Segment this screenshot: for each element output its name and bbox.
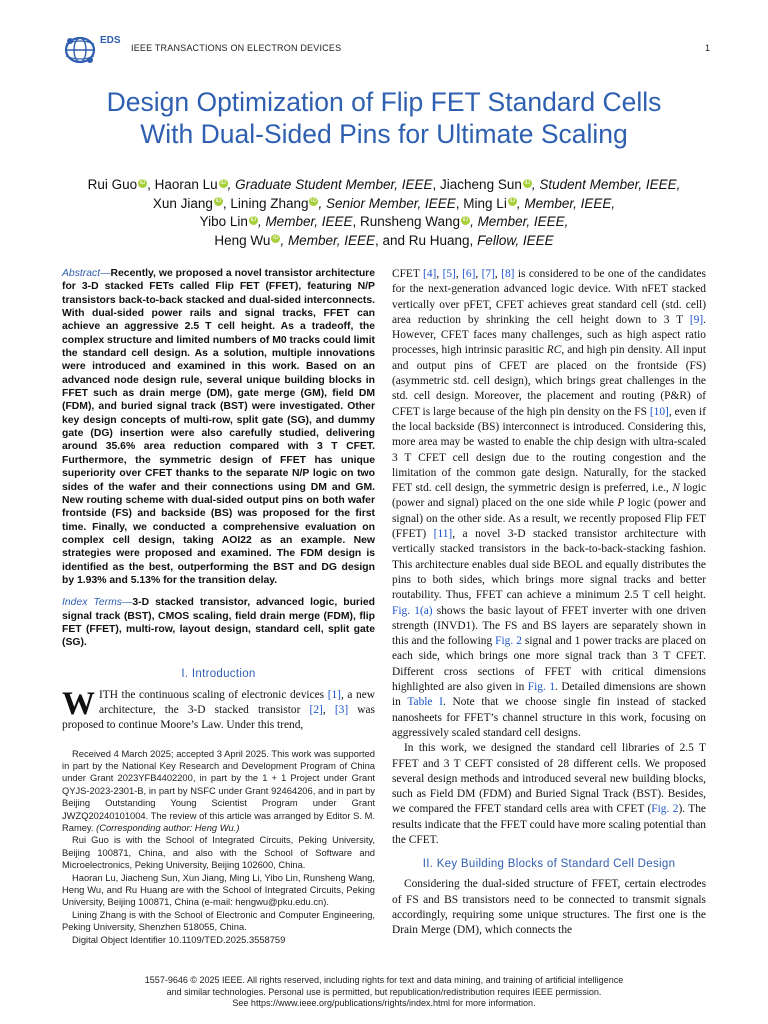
citation-link[interactable]: [1] — [327, 688, 341, 701]
footnote-affiliation-1: Rui Guo is with the School of Integrated Circuits, Peking University, Beijing 100871, China, and also with the School of Software and Microelectronics, Peking University, Beijing 102600, China. — [62, 835, 375, 871]
orcid-icon[interactable]: iD — [220, 179, 226, 186]
orcid-icon[interactable]: iD — [462, 216, 469, 223]
citation-link[interactable]: [6] — [462, 268, 476, 280]
orcid-icon[interactable]: iD — [524, 179, 531, 186]
table-link[interactable]: Table I — [407, 696, 443, 709]
footnotes — [62, 748, 375, 947]
footnote-received: Received 4 March 2025; accepted 3 April 2025. This work was supported in part by the National Key Research and Development Program of China under Grant 2023YFB4402200, in part by the 1 + 1 Project under Grant QYJS-2023-2301-B, in part by NSFC under Grant 92464206, and in part by Beijing Outstanding Young Scientist Program under Grant JWZQ20240101004. The review of this article was arranged by Editor S. M. Ramey. (Corresponding author: Heng Wu.) — [62, 748, 375, 833]
footer-line-1: 1557-9646 © 2025 IEEE. All rights reserved, including rights for text and data mining, and training of artificial intelligence — [144, 975, 624, 985]
author-line-4: Heng Wu iD , Member, IEEE, and Ru Huang, Fellow, IEEE — [214, 232, 554, 248]
abstract-text: Recently, we proposed a novel transistor architecture for 3-D stacked FETs called Flip FET (FFET), featuring N/P transistors back-to-back stacked and dual-sided interconnects. With dual-sided power rails and signal tracks, FFET can achieve an aggressive 2.5 T cell height. As a tradeoff, the complex structure and limited numbers of M0 tracks could limit the standard cell design. As a solution, multiple innovations were introduced and examined in this work. Based on an advanced node design rule, several unique building blocks in FFET such as drain merge (DM), gate merge (GM), field DM (FDM), and buried signal track (BST) were investigated. Other key design concepts of multi-row, split gate (SG), and dummy gate (DG) insertion were also carefully studied, delivering around 35.6% area reduction compared with 3 T CFET. Furthermore, the symmetric design of FFET has unique superiority over CFET thanks to the separate N/P logic on two sides of the wafer and their connections using DM and GM. New routing scheme with dual-sided output pins on both wafer frontside (FS) and backside (BS) was proposed for the first time. Finally, we conducted a comprehensive evaluation on complex cell design, taking AOI22 as an example. New strategies were proposed and examined. The FDM design is identified as the best, outperforming the BST and DG design by 1.93% and 5.13% for the transition delay. — [62, 268, 375, 586]
figure-link[interactable]: Fig. 1 — [527, 681, 556, 694]
footer-line-3: See https://www.ieee.org/publications/rights/index.html for more information. — [232, 998, 536, 1008]
citation-link[interactable]: [8] — [501, 268, 515, 280]
title-line-2: With Dual-Sided Pins for Ultimate Scaling — [140, 119, 628, 149]
footnote-doi: Digital Object Identifier 10.1109/TED.2025.3558759 — [72, 934, 286, 945]
citation-link[interactable]: [5] — [442, 268, 456, 280]
footnote-affiliation-3: Lining Zhang is with the School of Electronic and Computer Engineering, Peking University, Shenzhen 518055, China. — [62, 909, 375, 933]
figure-link[interactable]: Fig. 2 — [495, 635, 522, 648]
footer-line-2: and similar technologies. Personal use is permitted, but republication/redistribution requires IEEE permission. — [166, 986, 602, 997]
section-heading-key-building-blocks: II. Key Building Blocks of Standard Cell Design — [422, 858, 676, 871]
citation-link[interactable]: [9] — [689, 313, 704, 326]
copyright-footer — [60, 975, 708, 1010]
author-line-3: Yibo Lin iD , Member, IEEE, Runsheng Wang iD , Member, IEEE, — [199, 214, 569, 229]
title-line-1: Design Optimization of Flip FET Standard Cells — [106, 87, 662, 117]
paper-title — [40, 86, 728, 150]
orcid-icon[interactable]: iD — [509, 198, 516, 204]
body-paragraph: In this work, we designed the standard cell libraries of 2.5 T FFET and 3 T CEFT consisted of 28 different cells. We proposed several design methods and introduced several new building blocks, such as Field DM (FDM) and Buried Signal Track (BST). Besides, we compared the FFET standard cells area with CFET (Fig. 2). The results indicate that the FFET could have more scaling potential than the CFET. — [392, 742, 706, 846]
index-terms-text: 3-D stacked transistor, advanced logic, buried signal track (BST), CMOS scaling, field drain merge (FDM), flip FET (FFET), multi-row, layout design, standard cell, split gate (SG). — [62, 597, 375, 649]
abstract — [62, 267, 375, 587]
right-column — [392, 267, 706, 938]
figure-link[interactable]: Fig. 2 — [651, 803, 679, 816]
index-terms — [62, 596, 375, 649]
citation-link[interactable]: [2] — [309, 703, 323, 716]
index-terms-label: Index Terms— — [62, 597, 133, 609]
journal-name: IEEE TRANSACTIONS ON ELECTRON DEVICES — [131, 43, 342, 53]
left-column — [62, 267, 375, 946]
orcid-icon[interactable]: iD — [250, 216, 257, 223]
intro-paragraph: WITH the continuous scaling of electronic devices [1], a new architecture, the 3-D stacked transistor [2], [3] was proposed to continue Moore’s Law. Under this trend, — [62, 685, 376, 732]
author-line-1: Rui Guo iD , Haoran Lu iD , Graduate Student Member, IEEE, Jiacheng Sun iD , Student Member, IEEE, — [87, 177, 681, 192]
orcid-icon[interactable]: iD — [139, 179, 146, 186]
body-paragraph: CFET [4], [5], [6], [7], [8] is considered to be one of the candidates for the next-generation advanced logic device. With nFET stacked vertically over pFET, CFET achieves great standard cell (std. cell) area reduction by shrinking the cell height down to 3 T [9]. However, CFET faces many challenges, such as high aspect ratio processes, high intrinsic parasitic RC, and high pin density. All input and output pins of CFET are placed on the frontside (FS) (asymmetric std. cell design), which brings great challenges in the std. cell design. Moreover, the placement and routing (P&R) of CFET is large because of the high pin density on the FS [10], even if the local backside (BS) interconnect is introduced. Considering this, more area may be wasted to enable the chip design with ultra-scaled 3 T CFET cell design due to the routing congestion and the limitation of the common gate design. Naturally, for the stacked FET std. cell design, the symmetric design is preferred, i.e., N logic (power and signal) placed on the one side while P logic (power and signal) on the other side. As a result, we recently proposed Flip FET (FFET) [11], a novel 3-D stacked transistor architecture with vertically stacked transistors in the back-to-back-stacking fashion. This architecture enables dual side BEOL and equally distributes the pins to both sides, which brings more signal tracks and better routability. Thus, FFET can achieve a minimum 2.5 T cell height. Fig. 1(a) shows the basic layout of FFET inverter with one driven strength (INVD1). The FS and BS layers are separately shown in this and the following Fig. 2 signal and 1 power tracks are placed on each side, which brings one more signal track than 3 T CFET. Different cross sections of FFET with critical dimensions highlighted are also given in Fig. 1. Detailed dimensions are shown in Table I. Note that we choose single fin instead of stacked nanosheets for FFET’s channel structure in this work, focusing on aggressively scaled standard cell designs. — [392, 268, 707, 739]
orcid-icon[interactable]: iD — [311, 198, 317, 204]
logo-e: EDS — [100, 35, 121, 46]
footnote-affiliation-2: Haoran Lu, Jiacheng Sun, Xun Jiang, Ming Li, Yibo Lin, Runsheng Wang, Heng Wu, and Ru Huang are with the School of Integrated Circuits, Peking University, Beijing 100871, China (e-mail: hengwu@pku.edu.cn). — [62, 872, 376, 908]
figure-link[interactable]: Fig. 1(a) — [392, 604, 433, 617]
section-heading-introduction: I. Introduction — [181, 667, 256, 680]
page-number: 1 — [705, 43, 711, 53]
citation-link[interactable]: [11] — [433, 528, 453, 541]
citation-link[interactable]: [4] — [423, 268, 437, 280]
dropcap: W — [62, 685, 95, 722]
orcid-icon[interactable]: iD — [215, 198, 222, 204]
orcid-icon[interactable]: iD — [273, 235, 279, 241]
eds-logo — [60, 30, 121, 70]
author-list — [40, 176, 728, 250]
citation-link[interactable]: [3] — [334, 703, 349, 716]
body-paragraph: Considering the dual-sided structure of FFET, certain electrodes of FS and BS transistors need to be connected to transmit signals accordingly, requiring some unique structures. The first one is the Drain Merge (DM), which connects the — [392, 878, 706, 937]
citation-link[interactable]: [10] — [649, 405, 669, 418]
author-line-2: Xun Jiang iD , Lining Zhang iD , Senior Member, IEEE, Ming Li iD , Member, IEEE, — [152, 195, 616, 211]
citation-link[interactable]: [7] — [481, 268, 495, 280]
abstract-label: Abstract— — [62, 268, 111, 279]
